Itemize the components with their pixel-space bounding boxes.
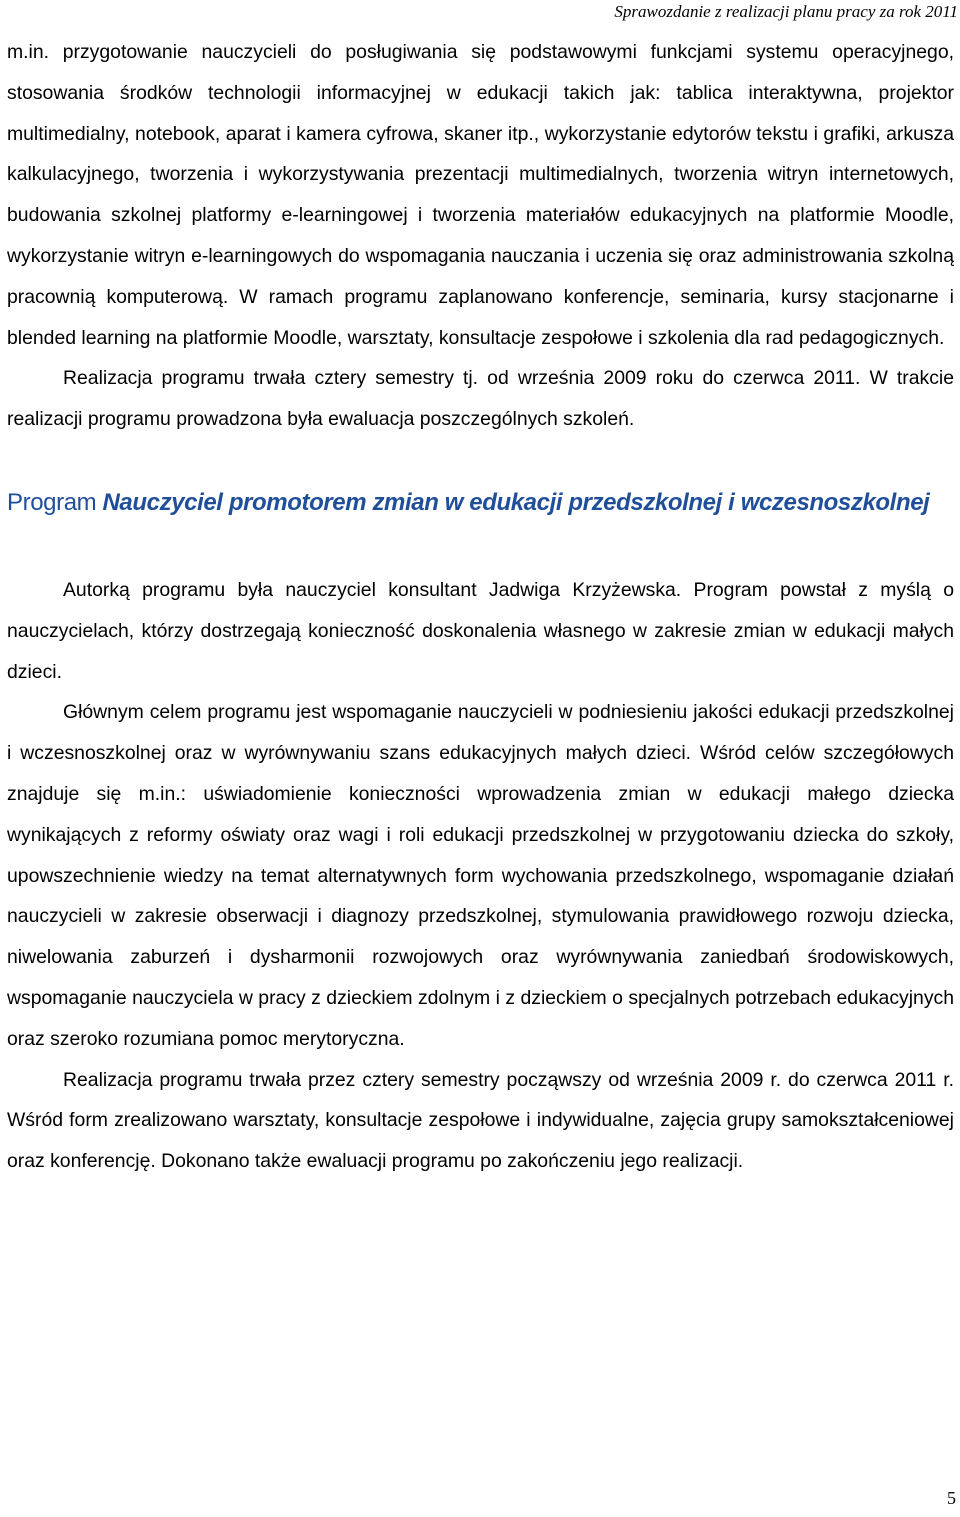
- program-title: Nauczyciel promotorem zmian w edukacji przedszkolnej i wczesnoszkolnej: [102, 488, 930, 516]
- paragraph-program-goals: Głównym celem programu jest wspomaganie nauczycieli w podniesieniu jakości edukacji przedszkolnej i wczesnoszkolnej oraz w wyrównywaniu szans edukacyjnych małych dzieci. Wśród celów szczegółowych znajduje się m.in.: uświadomienie konieczności wprowadzenia zmian w edukacji małego dziecka wynikających z reformy oświaty oraz wagi i roli edukacji przedszkolnej w przygotowaniu dziecka do szkoły, upowszechnienie wiedzy na temat alternatywnych form wychowania przedszkolnego, wspomaganie działań nauczycieli w zakresie obserwacji i diagnozy przedszkolnej, stymulowania prawidłowego rozwoju dziecka, niwelowania zaburzeń i dysharmonii rozwojowych oraz wyrównywania zaniedbań środowiskowych, wspomaganie nauczyciela w pracy z dzieckiem zdolnym i z dzieckiem o specjalnych potrzebach edukacyjnych oraz szeroko rozumiana pomoc merytoryczna.: [7, 701, 954, 1050]
- running-header: Sprawozdanie z realizacji planu pracy za rok 2011: [614, 2, 958, 21]
- paragraph-program-realization: Realizacja programu trwała przez cztery semestry począwszy od września 2009 r. do czerwca 2011 r. Wśród form zrealizowano warsztaty, konsultacje zespołowe i indywidualne, zajęcia grupy samokształceniowej oraz konferencję. Dokonano także ewaluacji programu po zakończeniu jego realizacji.: [7, 1068, 954, 1173]
- paragraph-training-scope: m.in. przygotowanie nauczycieli do posługiwania się podstawowymi funkcjami systemu operacyjnego, stosowania środków technologii informacyjnej w edukacji takich jak: tablica interaktywna, projektor multimedialny, notebook, aparat i kamera cyfrowa, skaner itp., wykorzystanie edytorów tekstu i grafiki, arkusza kalkulacyjnego, tworzenia i wykorzystywania prezentacji multimedialnych, tworzenia witryn internetowych, budowania szkolnej platformy e-learningowej i tworzenia materiałów edukacyjnych na platformie Moodle, wykorzystanie witryn e-learningowych do wspomagania nauczania i uczenia się oraz administrowania szkolną pracownią komputerową. W ramach programu zaplanowano konferencje, seminaria, kursy stacjonarne i blended learning na platformie Moodle, warsztaty, konsultacje zespołowe i szkolenia dla rad pedagogicznych.: [7, 41, 954, 349]
- document-body: [7, 32, 954, 1182]
- paragraph-program-author: Autorką programu była nauczyciel konsultant Jadwiga Krzyżewska. Program powstał z myślą o nauczycielach, którzy dostrzegają konieczność doskonalenia własnego w zakresie zmian w edukacji małych dzieci.: [7, 578, 954, 683]
- page-number: 5: [947, 1488, 956, 1508]
- program-heading: [7, 488, 954, 518]
- heading-prefix: Program: [7, 488, 103, 516]
- paragraph-program-duration: Realizacja programu trwała cztery semestry tj. od września 2009 roku do czerwca 2011. W trakcie realizacji programu prowadzona była ewaluacja poszczególnych szkoleń.: [7, 367, 954, 431]
